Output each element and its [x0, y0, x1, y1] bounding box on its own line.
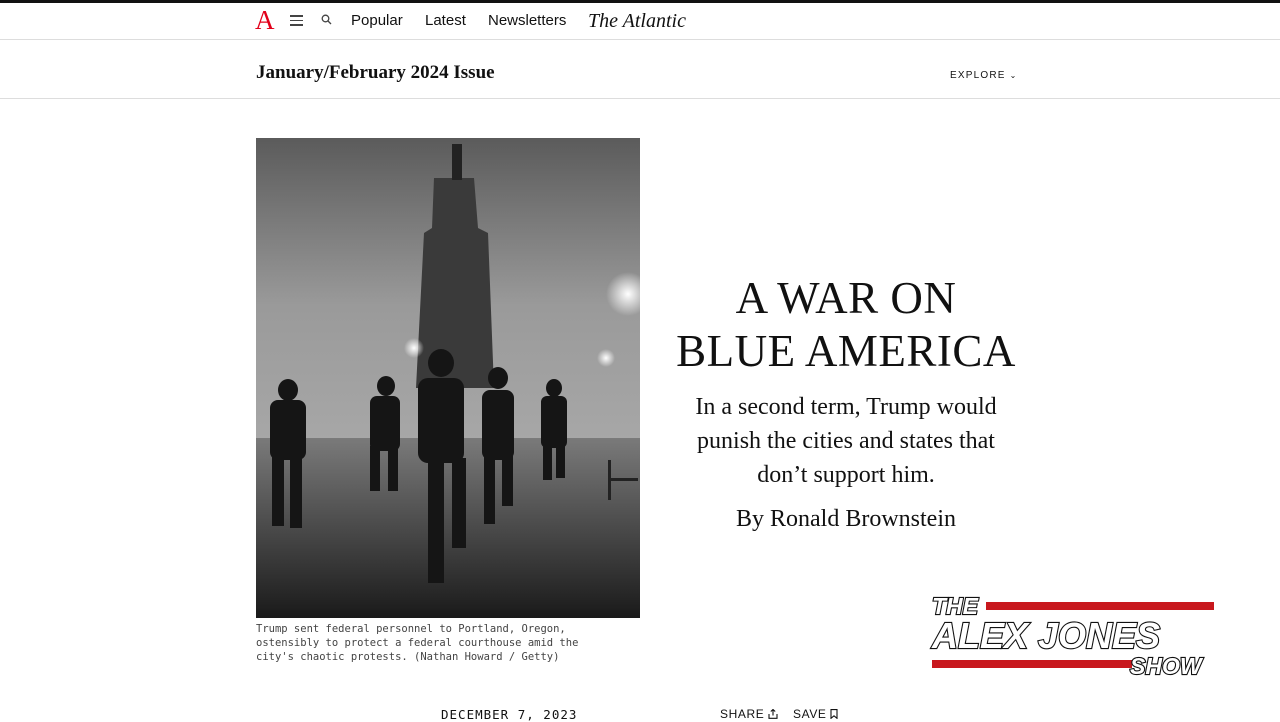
dek-line-3: don’t support him. — [757, 462, 935, 488]
share-label: SHARE — [720, 707, 765, 721]
save-button[interactable] — [793, 707, 838, 721]
headline-line-2: BLUE AMERICA — [676, 326, 1016, 376]
caption-line-3: city's chaotic protests. (Nathan Howard / Getty) — [256, 651, 560, 663]
bookmark-icon — [830, 709, 838, 719]
search-icon[interactable] — [321, 14, 332, 25]
hamburger-icon[interactable] — [290, 15, 303, 26]
hero-photo-illustration — [256, 138, 640, 618]
logo-line-show: SHOW — [1130, 653, 1202, 679]
nav-link-newsletters[interactable]: Newsletters — [488, 12, 567, 29]
article-headline — [656, 272, 1036, 378]
share-button[interactable] — [720, 707, 778, 721]
save-label: SAVE — [793, 707, 827, 721]
share-icon — [768, 709, 778, 719]
nav-link-popular[interactable]: Popular — [351, 12, 403, 29]
dek-line-2: punish the cities and states that — [697, 428, 995, 454]
photo-caption — [256, 622, 640, 664]
nav-link-latest[interactable]: Latest — [425, 12, 466, 29]
alex-jones-show-logo — [928, 592, 1218, 682]
chevron-down-icon: ⌄ — [1009, 71, 1018, 78]
nav-divider — [0, 39, 1280, 40]
logo-line-the: THE — [932, 593, 978, 619]
atlantic-logo[interactable]: A — [255, 5, 275, 35]
dek-line-1: In a second term, Trump would — [695, 394, 997, 420]
issue-title[interactable]: January/February 2024 Issue — [256, 62, 495, 83]
explore-menu[interactable] — [950, 70, 1018, 78]
publish-date: DECEMBER 7, 2023 — [441, 707, 578, 722]
hero-photo — [256, 138, 640, 618]
caption-line-2: ostensibly to protect a federal courthouse amid the — [256, 637, 579, 649]
top-navigation — [0, 3, 1280, 39]
headline-line-1: A WAR ON — [735, 273, 957, 323]
caption-line-1: Trump sent federal personnel to Portland, Oregon, — [256, 623, 566, 635]
explore-label: EXPLORE — [950, 70, 1006, 78]
logo-line-alex-jones: ALEX JONES — [932, 615, 1161, 656]
subnav-divider — [0, 98, 1280, 99]
article-byline[interactable]: By Ronald Brownstein — [736, 506, 956, 532]
atlantic-wordmark[interactable]: The Atlantic — [588, 10, 686, 32]
article-dek — [676, 390, 1016, 492]
